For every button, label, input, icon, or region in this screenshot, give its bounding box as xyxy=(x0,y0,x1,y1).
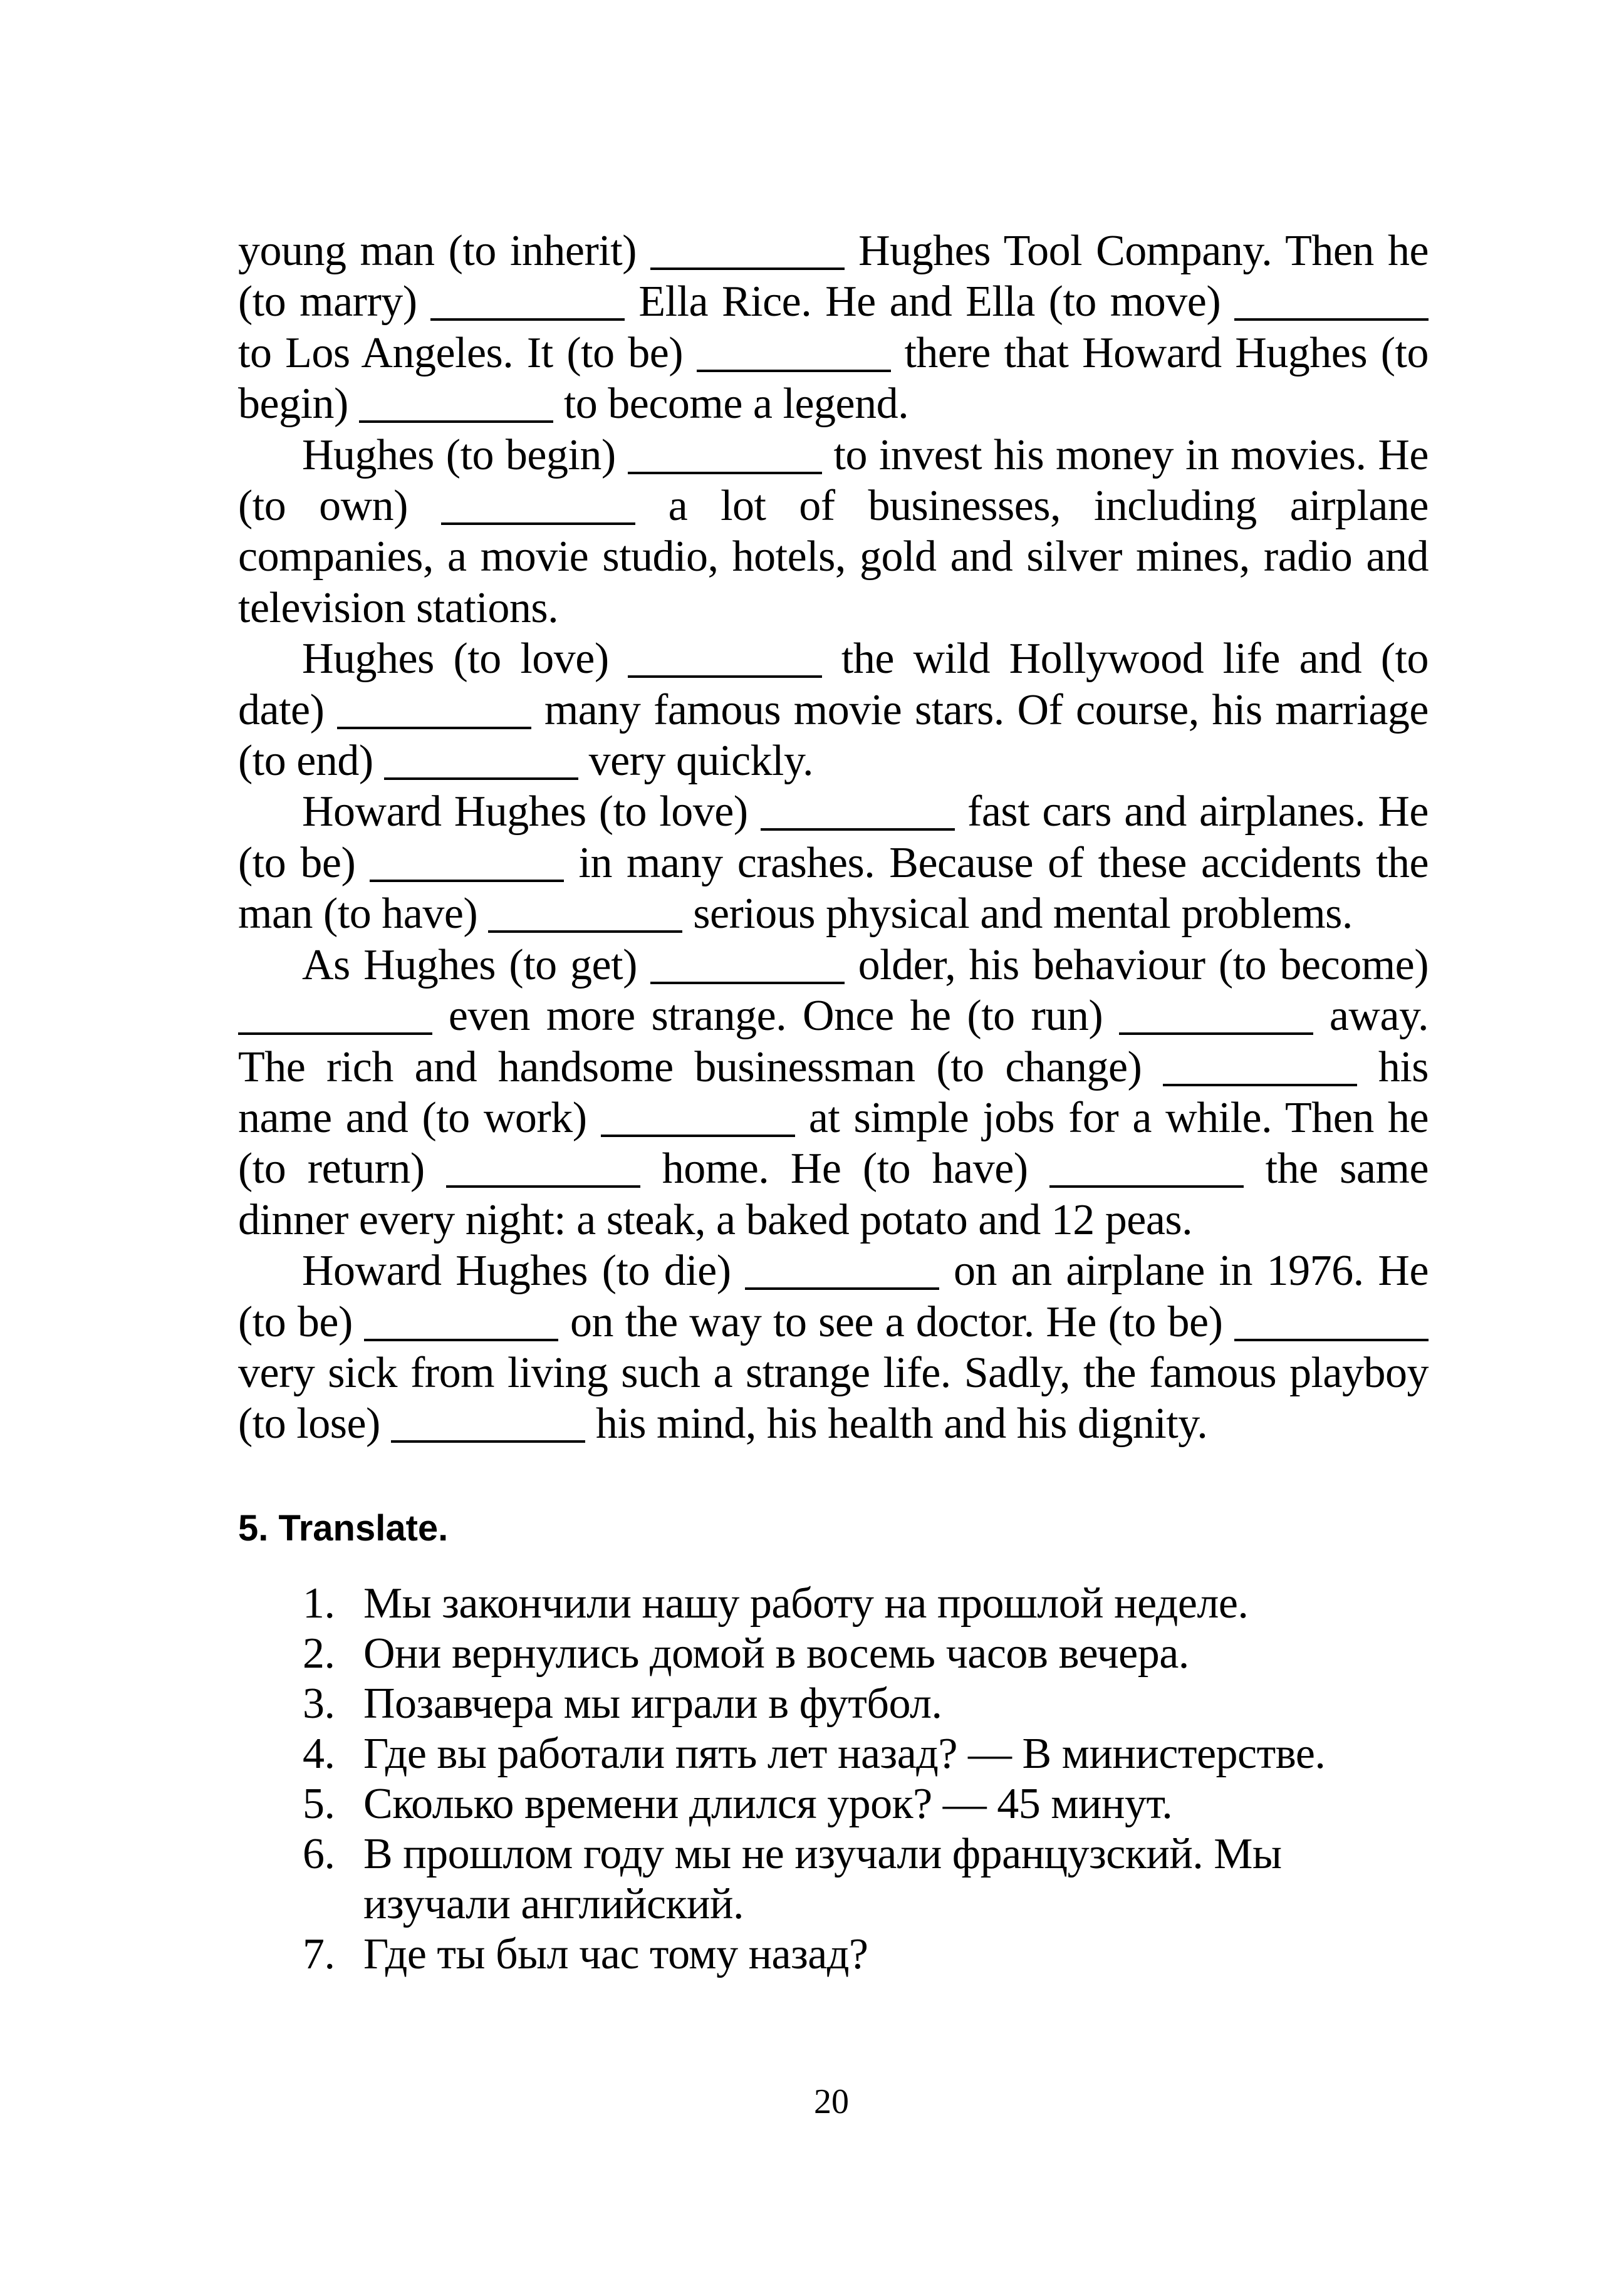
text-segment: Ella Rice. He and Ella (to move) xyxy=(638,278,1221,326)
answer-blank[interactable] xyxy=(370,880,564,882)
list-item xyxy=(303,1679,1437,1729)
answer-blank[interactable] xyxy=(745,1287,939,1290)
answer-blank[interactable] xyxy=(359,420,553,423)
answer-blank[interactable] xyxy=(650,982,845,984)
answer-blank[interactable] xyxy=(384,777,578,780)
answer-blank[interactable] xyxy=(441,522,635,525)
text-segment: even more strange. Once he (to run) xyxy=(448,992,1103,1041)
list-item xyxy=(303,1930,1437,1980)
page-number: 20 xyxy=(814,2082,849,2121)
text-segment: to become a legend. xyxy=(563,380,909,429)
text-segment: on the way to see a doctor. He (to be) xyxy=(570,1297,1223,1346)
text-segment: As Hughes (to get) xyxy=(302,940,637,989)
text-segment: Hughes Tool Company. Then he (to marry) xyxy=(238,227,1429,326)
list-item xyxy=(303,1829,1437,1930)
paragraph-investments xyxy=(238,430,1429,634)
text-segment: Howard Hughes (to love) xyxy=(302,787,748,836)
text-segment: very quickly. xyxy=(588,737,813,786)
answer-blank[interactable] xyxy=(601,1135,795,1137)
list-item xyxy=(303,1729,1437,1779)
item-number: 4. xyxy=(303,1730,335,1778)
item-text: Сколько времени длился урок? — 45 минут. xyxy=(363,1780,1173,1828)
text-segment: in many crashes. Because of these accidents the man (to have) xyxy=(238,838,1429,938)
text-segment: Hughes (to love) xyxy=(302,635,609,683)
text-segment: at simple jobs for a while. Then he (to return) xyxy=(238,1093,1429,1193)
text-segment: his mind, his health and his dignity. xyxy=(595,1400,1208,1448)
answer-blank[interactable] xyxy=(337,727,531,729)
text-segment: many famous movie stars. Of course, his marriage (to end) xyxy=(238,685,1429,786)
answer-blank[interactable] xyxy=(1049,1185,1244,1188)
item-text: Позавчера мы играли в футбол. xyxy=(363,1680,942,1728)
translate-list xyxy=(303,1579,1437,1980)
text-segment: his name and (to work) xyxy=(238,1042,1429,1142)
answer-blank[interactable] xyxy=(697,370,891,372)
item-text: Где вы работали пять лет назад? — В министерстве. xyxy=(363,1730,1326,1778)
text-segment: the same dinner every night: a steak, a baked potato and 12 peas. xyxy=(238,1145,1429,1244)
item-number: 2. xyxy=(303,1629,335,1678)
list-item xyxy=(303,1579,1437,1629)
section-heading: 5. Translate. xyxy=(238,1508,449,1549)
answer-blank[interactable] xyxy=(650,268,845,270)
text-segment: Hughes (to begin) xyxy=(302,430,616,479)
answer-blank[interactable] xyxy=(430,318,625,321)
item-number: 1. xyxy=(303,1579,335,1628)
item-text: В прошлом году мы не изучали французский. Мы изучали английский. xyxy=(363,1830,1282,1928)
answer-blank[interactable] xyxy=(364,1339,558,1341)
text-segment: away. The rich and handsome businessman (to change) xyxy=(238,992,1429,1091)
item-number: 6. xyxy=(303,1830,335,1878)
text-segment: older, his behaviour (to become) xyxy=(858,940,1429,989)
text-segment: a lot of businesses, including airplane companies, a movie studio, hotels, gold and silver mines, radio and television stations. xyxy=(238,482,1429,632)
item-text: Мы закончили нашу работу на прошлой неделе. xyxy=(363,1579,1249,1628)
item-number: 3. xyxy=(303,1680,335,1728)
list-item xyxy=(303,1629,1437,1679)
answer-blank[interactable] xyxy=(446,1185,640,1188)
paragraph-hollywood xyxy=(238,633,1429,786)
text-segment: Howard Hughes (to die) xyxy=(302,1247,731,1296)
item-number: 7. xyxy=(303,1930,335,1978)
text-segment: to invest his money in movies. He (to own) xyxy=(238,430,1429,531)
text-segment: there that Howard Hughes (to begin) xyxy=(238,328,1429,429)
answer-blank[interactable] xyxy=(488,930,682,933)
answer-blank[interactable] xyxy=(1234,318,1429,321)
answer-blank[interactable] xyxy=(761,828,955,831)
item-text: Где ты был час тому назад? xyxy=(363,1930,868,1978)
text-segment: on an airplane in 1976. He (to be) xyxy=(238,1247,1429,1346)
answer-blank[interactable] xyxy=(1234,1339,1429,1341)
text-segment: serious physical and mental problems. xyxy=(693,890,1353,938)
text-segment: the wild Hollywood life and (to date) xyxy=(238,635,1429,734)
text-segment: to Los Angeles. It (to be) xyxy=(238,328,684,377)
paragraph-behaviour xyxy=(238,940,1429,1245)
answer-blank[interactable] xyxy=(628,472,822,474)
answer-blank[interactable] xyxy=(1163,1084,1357,1086)
answer-blank[interactable] xyxy=(391,1440,585,1443)
item-text: Они вернулись домой в восемь часов вечера. xyxy=(363,1629,1189,1678)
item-number: 5. xyxy=(303,1780,335,1828)
answer-blank[interactable] xyxy=(1119,1032,1313,1035)
text-segment: very sick from living such a strange life. Sadly, the famous playboy (to lose) xyxy=(238,1348,1429,1448)
paragraph-crashes xyxy=(238,786,1429,939)
answer-blank[interactable] xyxy=(238,1032,432,1035)
answer-blank[interactable] xyxy=(628,675,822,678)
exercise-passage xyxy=(238,226,1429,1450)
list-item xyxy=(303,1779,1437,1829)
text-segment: home. He (to have) xyxy=(662,1145,1028,1193)
text-segment: fast cars and airplanes. He (to be) xyxy=(238,787,1429,887)
text-segment: young man (to inherit) xyxy=(238,227,637,275)
paragraph-inheritance xyxy=(238,226,1429,430)
paragraph-death xyxy=(238,1245,1429,1450)
